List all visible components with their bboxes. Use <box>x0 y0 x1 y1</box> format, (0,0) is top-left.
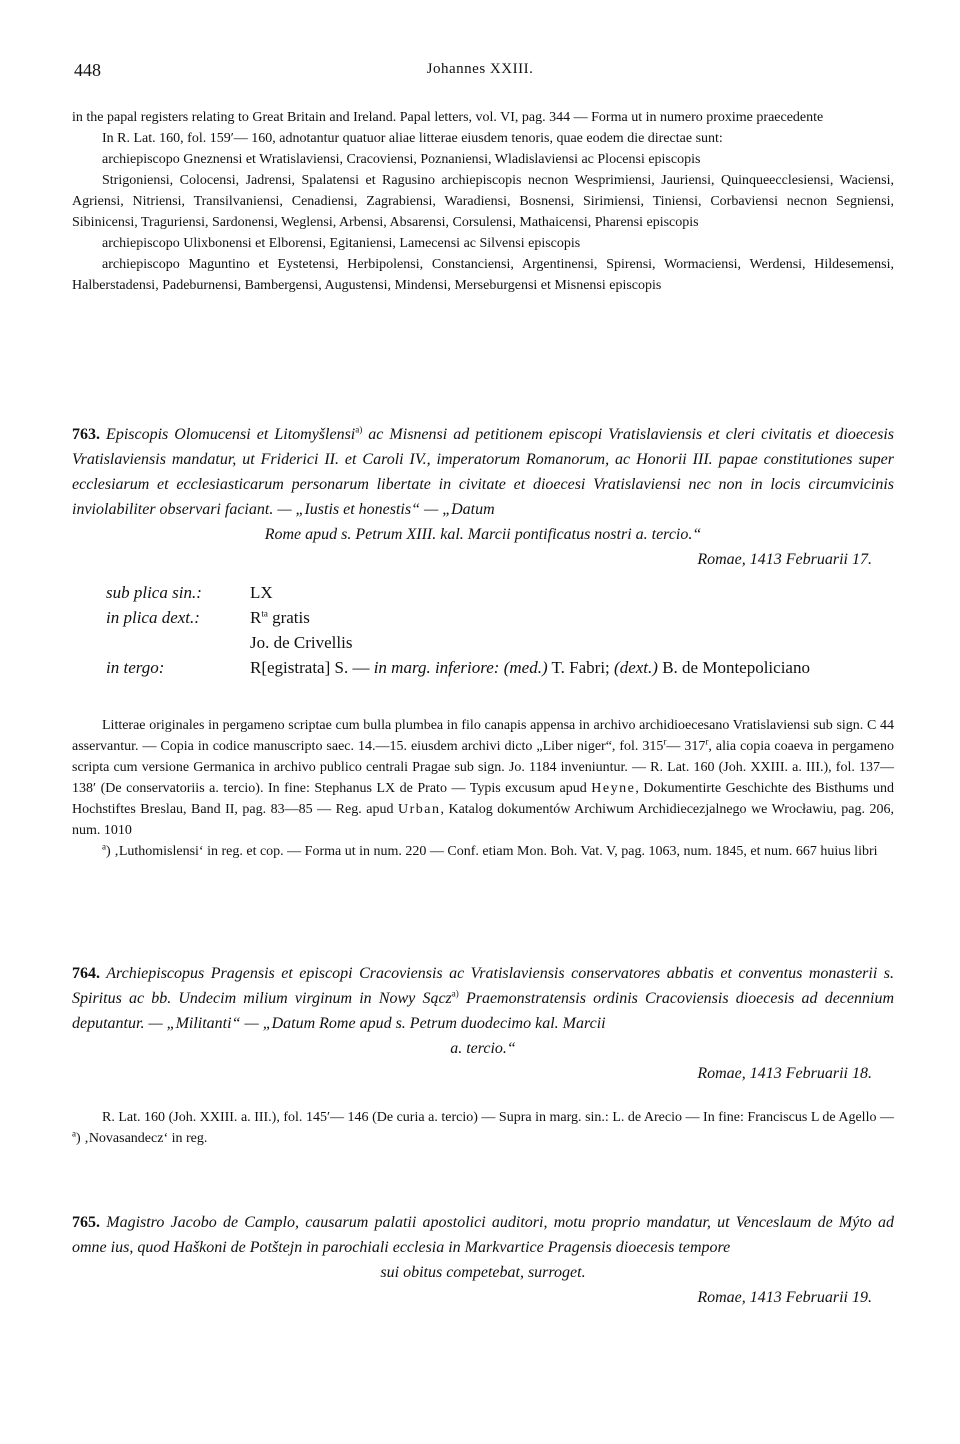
entry-764-notes <box>72 1107 894 1149</box>
reg-label <box>106 630 250 655</box>
previous-entry-notes <box>72 107 894 296</box>
entry-764-regest <box>72 961 894 1086</box>
reg-label: sub plica sin.: <box>106 583 202 602</box>
entry-765-regest <box>72 1210 894 1310</box>
reg-value: R[egistrata] S. — in marg. inferiore: (med.) T. Fabri; (dext.) B. de Montepoliciano <box>250 658 810 677</box>
entry-date: Romae, 1413 Februarii 18. <box>697 1065 872 1082</box>
regest-text: Praemonstratensis ordinis Cracoviensis dioecesis ad decennium deputantur. — „Militanti“ — „Datum Rome apud s. Petrum duodecimo kal. Marcii <box>72 990 895 1032</box>
reg-value: LX <box>250 583 273 602</box>
reg-row <box>106 655 866 680</box>
regest-text: Archiepiscopus Pragensis et episcopi Cracoviensis ac Vratislaviensis conservatores abbatis et conventus monasterii s. Spiritus ac bb. Undecim milium virginum in Nowy Sącz <box>72 965 894 1007</box>
entry-date: Romae, 1413 Februarii 19. <box>697 1289 872 1306</box>
entry-number: 765. <box>72 1214 100 1231</box>
entry-number: 764. <box>72 965 100 982</box>
registration-notes <box>106 580 866 680</box>
note-line: In R. Lat. 160, fol. 159′— 160, adnotantur quatuor aliae litterae eiusdem tenoris, quae eodem die directae sunt: <box>102 131 723 146</box>
archival-note: R. Lat. 160 (Joh. XXIII. a. III.), fol. 145′— 146 (De curia a. tercio) — Supra in marg. sin.: L. de Arecio — In fine: Franciscus L de Agello — $^a$) ‚Novasandecz‘ in reg. <box>72 1110 894 1146</box>
note-line: archiepiscopo Gneznensi et Wratislaviensi, Cracoviensi, Poznaniensi, Wladislaviensi ac Plocensi episcopis <box>102 152 701 167</box>
footnote-ref: a) <box>355 424 363 435</box>
entry-763-notes <box>72 715 894 862</box>
note-line: Strigoniensi, Colocensi, Jadrensi, Spalatensi et Ragusino archiepiscopis necnon Wesprimiensi, Jauriensi, Quinqueecclesiensi, Waciensi, Agriensi, Nitriensi, Transilvaniensi, Cenadiensi, Zagrabiensi, Waradiensi, Bosnensi, Sirimiensi, Tiniensi, Corbaviensi necnon Segniensi, Sibinicensi, Traguriensi, Sardonensi, Weglensi, Arbensi, Absarensi, Corsulensi, Mathaicensi, Pharensi episcopis <box>72 173 894 230</box>
regest-text: Episcopis Olomucensi et Litomyšlensi <box>106 426 356 443</box>
regest-text: Magistro Jacobo de Camplo, causarum palatii apostolici auditori, motu proprio mandatur, ut Venceslaum de Mýto ad omne ius, quod Haškoni de Potštejn in parochiali ecclesia in Markvartice Pragensis dioecesis tempore <box>72 1214 895 1256</box>
reg-value: $R^{ta}$ gratis <box>250 608 310 627</box>
regest-closing: sui obitus competebat, surroget. <box>380 1264 586 1281</box>
reg-label: in plica dext.: <box>106 608 200 627</box>
regest-closing: Rome apud s. Petrum XIII. kal. Marcii pontificatus nostri a. tercio.“ <box>264 526 702 543</box>
reg-row <box>106 580 866 605</box>
note-line: archiepiscopo Maguntino et Eystetensi, Herbipolensi, Constanciensi, Argentinensi, Spirensi, Wormaciensi, Werdensi, Hildesemensi, Halberstadensi, Padeburnensi, Bambergensi, Augustensi, Mindensi, Merseburgensi et Misnensi episcopis <box>72 257 894 293</box>
footnote: $^a$) ‚Luthomislensi‘ in reg. et cop. — Forma ut in num. 220 — Conf. etiam Mon. Boh. Vat. V, pag. 1063, num. 1845, et num. 667 huius libri <box>102 841 878 859</box>
running-title: Johannes XXIII. <box>426 61 534 77</box>
footnote-ref: a) <box>451 988 459 999</box>
archival-note: Litterae originales in pergameno scriptae cum bulla plumbea in filo canapis appensa in archivo archidioecesano Vratislaviensi sub sign. C 44 asservantur. — Copia in codice manuscripto saec. 14.—15. eiusdem archivi dicto „Liber niger“, fol. 315$^r$— 317$^r$, alia copia coaeva in pergameno scripta cum versione Germanica in archivo publico centrali Pragae sub sign. Jo. 1184 inveniuntur. — R. Lat. 160 (Joh. XXIII. a. III.), fol. 137—138′ (De conservatoriis a. tercio). In fine: Stephanus LX de Prato — Typis excusum apud Heyne, Dokumentirte Geschichte des Bisthums und Hochstiftes Breslau, Band II, pag. 83—85 — Reg. apud Urban, Katalog dokumentów Archiwum Archidiecezjalnego we Wrocławiu, pag. 206, num. 1010 <box>72 718 895 838</box>
regest-text: ac Misnensi ad petitionem episcopi Vratislaviensis et cleri civitatis et dioecesis Vratislaviensis mandatur, ut Friderici II. et Caroli IV., imperatorum Romanorum, ac Honorii III. papae constitutiones super ecclesiarum et ecclesiasticarum personarum libertate in civitate et dioecesi Vratislaviensi nec non in locis circumvicinis inviolabiliter observari faciant. — „Iustis et honestis“ — „Datum <box>72 426 895 518</box>
page-number: 448 <box>74 60 101 80</box>
regest-closing: a. tercio.“ <box>450 1040 516 1057</box>
note-line: archiepiscopo Ulixbonensi et Elborensi, Egitaniensi, Lamecensi ac Silvensi episcopis <box>102 236 581 251</box>
reg-row <box>106 605 866 630</box>
entry-number: 763. <box>72 426 100 443</box>
entry-date: Romae, 1413 Februarii 17. <box>697 551 872 568</box>
reg-value: Jo. de Crivellis <box>250 633 353 652</box>
entry-763-regest <box>72 422 894 572</box>
reg-label: in tergo: <box>106 658 165 677</box>
note-line: in the papal registers relating to Great Britain and Ireland. Papal letters, vol. VI, pag. 344 — Forma ut in numero proxime praecedente <box>72 110 824 125</box>
reg-row <box>106 630 866 655</box>
